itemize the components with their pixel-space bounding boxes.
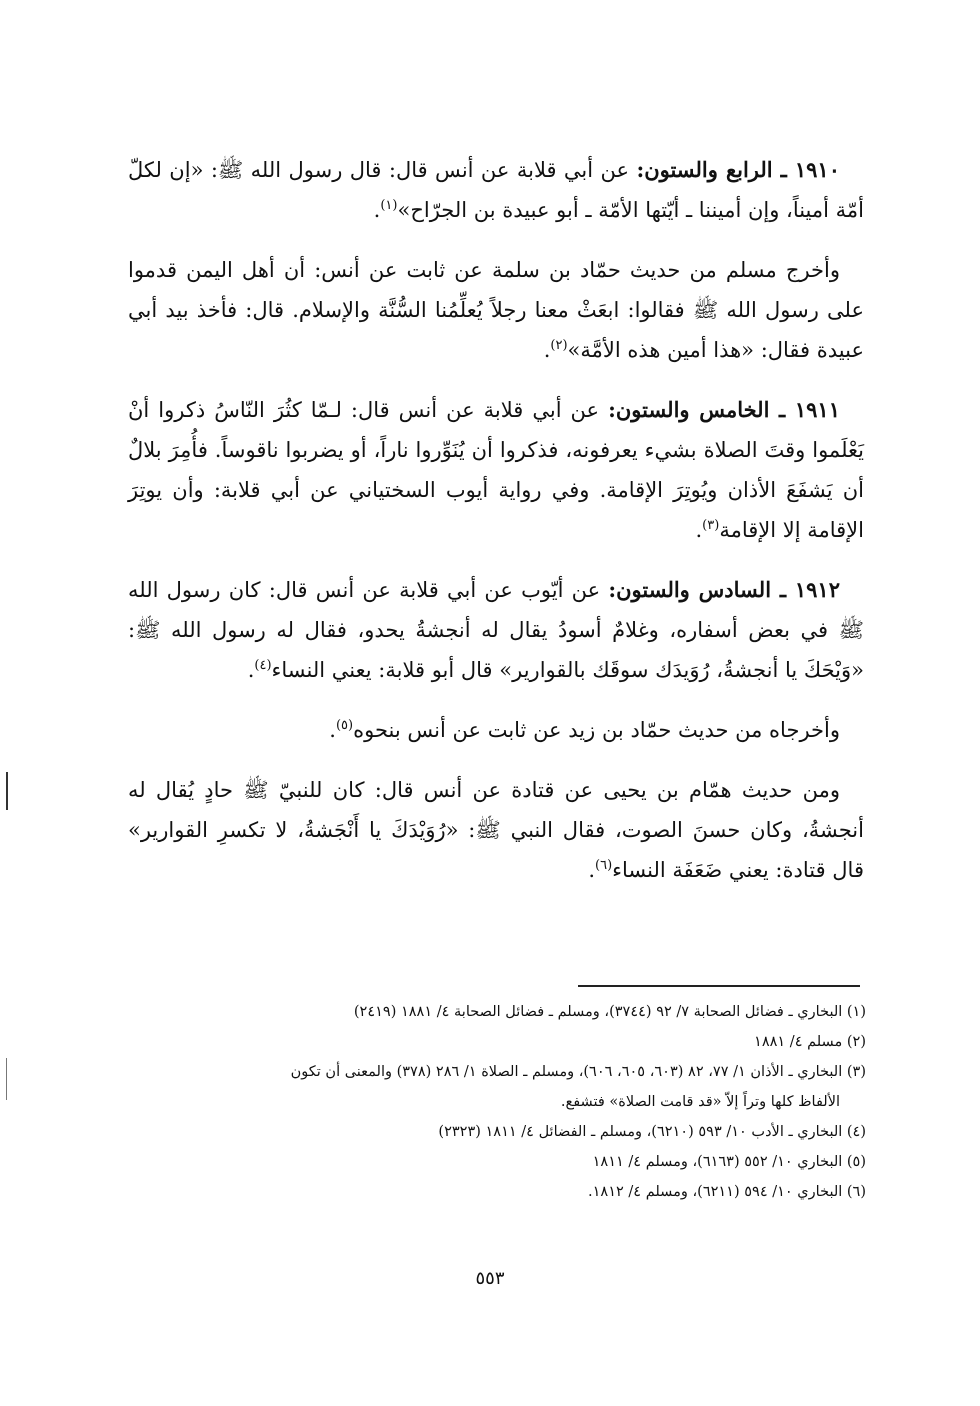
footnote-continuation: الألفاظ كلها وتراً إلاّ «قد قامت الصلاة» فتشفع. [560,1094,840,1110]
page-number: ٥٥٣ [475,1268,505,1289]
hadith-heading: ١٩١٢ ـ السادس والستون: [608,577,840,602]
narration-paragraph [128,250,864,370]
paragraph-end: . [373,198,381,222]
paragraph-end: . [329,718,336,742]
footnote-ref: (٣) [702,518,720,533]
footnotes [128,998,866,1208]
hadith-paragraph-1911 [128,390,864,550]
footnote-ref: (٥) [335,718,354,733]
hadith-text: عن أيّوب عن أبي قلابة عن أنس قال: كان رسول الله ﷺ في بعض أسفاره، وغلامٌ أسودُ يقال له أنجشةُ يحدو، فقال له رسول الله ﷺ: «وَيْحَكَ يا أنجشةُ، رُوَيدَك سوقَك بالقوارير» قال أبو قلابة: يعني النساء [128,578,864,682]
footnote-ref: (٦) [595,858,613,873]
paragraph-end: . [247,658,255,682]
footnote-item: (٤) البخاري ـ الأدب ١٠/ ٥٩٣ (٦٢١٠)، ومسلم ـ الفضائل ٤/ ١٨١١ (٢٣٢٣) [438,1124,866,1140]
scan-artifact-line [6,772,8,810]
hadith-heading: ١٩١٠ ـ الرابع والستون: [636,157,840,182]
hadith-paragraph-1912 [128,570,864,690]
narration-paragraph [128,710,864,750]
paragraph-end: . [588,858,596,882]
hadith-text: وأخرج مسلم من حديث حمّاد بن سلمة عن ثابت عن أنس: أن أهل اليمن قدموا على رسول الله ﷺ فقالوا: ابعَثْ معنا رجلاً يُعلِّمُنا السُّنَّة والإسلام. قال: فأخذ بيد أبي عبيدة فقال: «هذا أمين هذه الأمَّة» [128,258,864,362]
hadith-heading: ١٩١١ ـ الخامس والستون: [608,397,840,422]
footnote-item: (١) البخاري ـ فضائل الصحابة ٧/ ٩٢ (٣٧٤٤)، ومسلم ـ فضائل الصحابة ٤/ ١٨٨١ (٢٤١٩) [353,1004,866,1020]
hadith-text: عن أبي قلابة عن أنس قال: لـمّا كثُرَ النّاسُ ذكروا أنْ يَعْلَموا وقتَ الصلاة بشيء يعرفونه، فذكروا أن يُنَوِّروا ناراً، أو يضربوا ناقوساً. فأُمِرَ بلالٌ أن يَشفَعَ الأذان ويُوتِرَ الإقامة. وفي رواية أيوب السختياني عن أبي قلابة: وأن يوتِرَ الإقامة إلا الإقامة [128,398,864,542]
hadith-text: ومن حديث همّام بن يحيى عن قتادة عن أنس قال: كان للنبيّ ﷺ حادٍ يُقال له أنجشةُ، وكان حسنَ الصوت، فقال النبي ﷺ: «رُوَيْدَكَ يا أَنْجَشةُ، لا تكسرِ القوارير» قال قتادة: يعني ضَعَفَة النساء [128,778,864,882]
footnote-ref: (١) [380,198,398,213]
main-text [128,150,864,910]
scan-artifact-line [6,1058,7,1100]
hadith-text: عن أبي قلابة عن أنس قال: قال رسول الله ﷺ: «إن لكلّ أمّة أميناً، وإن أميننا ـ أيّتها الأمّة ـ أبو عبيدة بن الجرّاح» [128,158,864,222]
hadith-text: وأخرجاه من حديث حمّاد بن زيد عن ثابت عن أنس بنحوه [353,718,840,742]
hadith-paragraph-1910 [128,150,864,230]
footnote-ref: (٤) [254,658,272,673]
footnote-item: (٥) البخاري ١٠/ ٥٥٢ (٦١٦٣)، ومسلم ٤/ ١٨١١ [592,1154,866,1170]
footnote-ref: (٢) [550,338,568,353]
paragraph-end: . [695,518,703,542]
footnote-divider [578,985,860,987]
paragraph-end: . [543,338,551,362]
narration-paragraph [128,770,864,890]
footnote-item: (٣) البخاري ـ الأذان ١/ ٧٧، ٨٢ (٦٠٣، ٦٠٥، ٦٠٦)، ومسلم ـ الصلاة ١/ ٢٨٦ (٣٧٨) والمعنى أن تكون [290,1064,866,1080]
footnote-item: (٦) البخاري ١٠/ ٥٩٤ (٦٢١١)، ومسلم ٤/ ١٨١٢. [588,1184,866,1200]
footnote-item: (٢) مسلم ٤/ ١٨٨١ [754,1034,866,1050]
